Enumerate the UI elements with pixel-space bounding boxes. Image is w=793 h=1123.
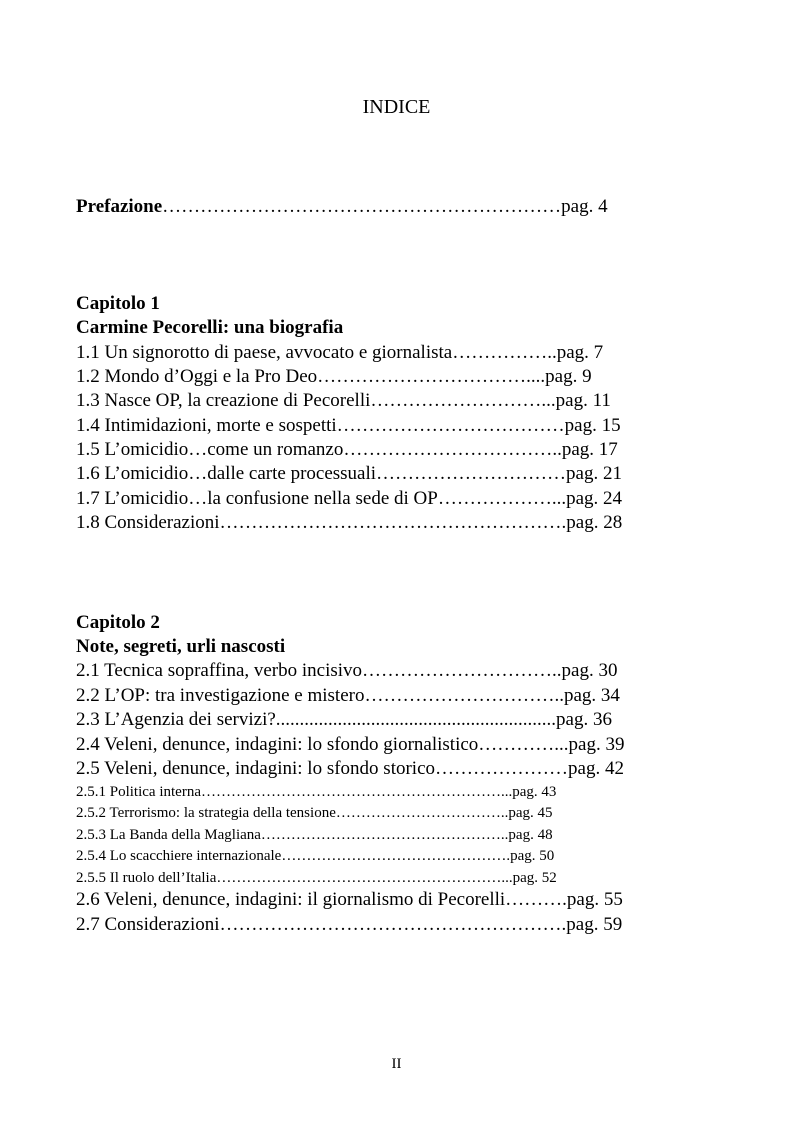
toc-subentry[interactable]: 2.5.3 La Banda della Magliana…………………………………………..pag. 48 <box>76 827 553 843</box>
toc-entry[interactable]: 1.1 Un signorotto di paese, avvocato e giornalista……………..pag. 7 <box>76 342 604 363</box>
toc-subentry[interactable]: 2.5.5 Il ruolo dell’Italia…………………………………………………...pag. 52 <box>76 870 557 886</box>
toc-entry[interactable]: 2.5 Veleni, denunce, indagini: lo sfondo storico…………………pag. 42 <box>76 758 624 779</box>
chapter-1-subtitle: Carmine Pecorelli: una biografia <box>76 317 344 338</box>
toc-entry[interactable]: 2.2 L’OP: tra investigazione e mistero…………………………..pag. 34 <box>76 685 620 706</box>
toc-entry[interactable]: 1.7 L’omicidio…la confusione nella sede di OP………………...pag. 24 <box>76 488 622 509</box>
toc-entry[interactable]: 1.8 Considerazioni……………………………………………….pag. 28 <box>76 512 623 533</box>
toc-subentry[interactable]: 2.5.2 Terrorismo: la strategia della tensione……………………………..pag. 45 <box>76 805 553 821</box>
toc-entry[interactable]: 1.3 Nasce OP, la creazione di Pecorelli………………………...pag. 11 <box>76 390 611 411</box>
page-number: II <box>391 1056 402 1072</box>
prefazione-leader: ………………………………………………………pag. 4 <box>162 196 608 217</box>
toc-entry[interactable]: 2.3 L’Agenzia dei servizi?...........................................................pag. 36 <box>76 709 612 730</box>
toc-entry[interactable]: 1.2 Mondo d’Oggi e la Pro Deo……………………………....pag. 9 <box>76 366 592 387</box>
toc-subentry[interactable]: 2.5.1 Politica interna……………………………………………………...pag. 43 <box>76 784 557 800</box>
toc-entry[interactable]: 2.6 Veleni, denunce, indagini: il giornalismo di Pecorelli……….pag. 55 <box>76 889 623 910</box>
toc-entry[interactable]: 2.4 Veleni, denunce, indagini: lo sfondo giornalistico…………...pag. 39 <box>76 734 625 755</box>
toc-entry[interactable]: 1.5 L’omicidio…come un romanzo……………………………..pag. 17 <box>76 439 618 460</box>
toc-entry[interactable]: 2.1 Tecnica sopraffina, verbo incisivo…………………………..pag. 30 <box>76 660 618 681</box>
toc-entry[interactable]: 1.6 L’omicidio…dalle carte processuali…………………………pag. 21 <box>76 463 622 484</box>
chapter-2-subtitle: Note, segreti, urli nascosti <box>76 636 286 657</box>
toc-entry-prefazione[interactable] <box>76 195 608 219</box>
prefazione-label: Prefazione <box>76 196 163 217</box>
toc-subentry[interactable]: 2.5.4 Lo scacchiere internazionale……………………………………….pag. 50 <box>76 848 555 864</box>
chapter-1-heading: Capitolo 1 <box>76 293 160 314</box>
chapter-2-heading: Capitolo 2 <box>76 612 160 633</box>
page-title: INDICE <box>362 96 431 118</box>
toc-entry[interactable]: 2.7 Considerazioni……………………………………………….pag. 59 <box>76 914 623 935</box>
toc-entry[interactable]: 1.4 Intimidazioni, morte e sospetti………………………………pag. 15 <box>76 415 621 436</box>
